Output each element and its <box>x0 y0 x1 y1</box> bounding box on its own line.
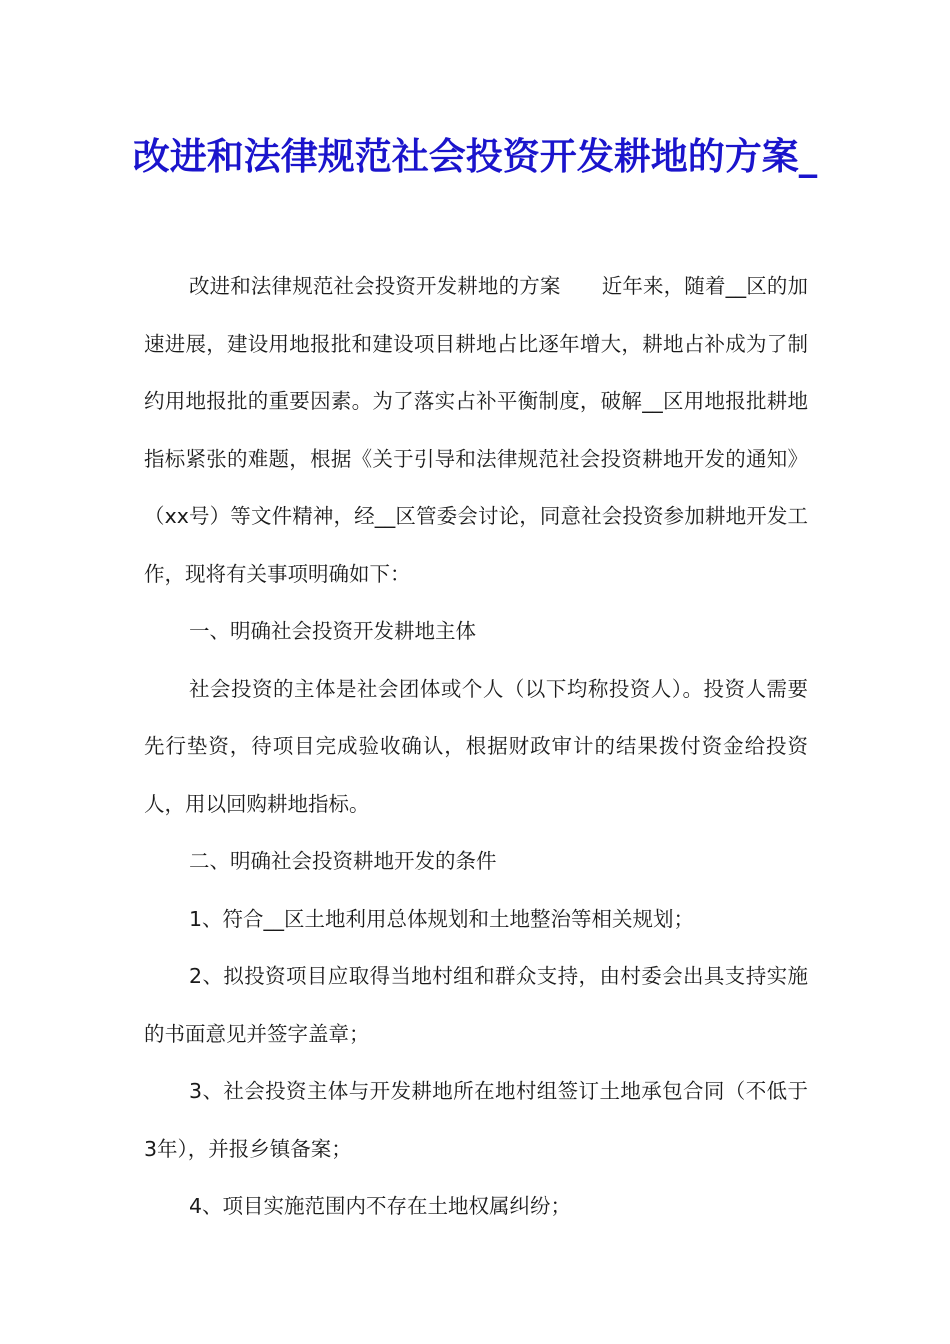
condition-item-3: 3、社会投资主体与开发耕地所在地村组签订土地承包合同（不低于3年），并报乡镇备案； <box>144 1079 808 1161</box>
section-heading-1: 一、明确社会投资开发耕地主体 <box>189 619 476 643</box>
condition-item-4: 4、项目实施范围内不存在土地权属纠纷； <box>189 1194 572 1218</box>
paragraph-intro: 改进和法律规范社会投资开发耕地的方案 近年来，随着__区的加速进展，建设用地报批和建设项目耕地占比逐年增大，耕地占补成为了制约用地报批的重要因素。为了落实占补平衡制度，破解__区用地报批耕地指标紧张的难题，根据《关于引导和法律规范社会投资耕地开发的通知》（xx号）等文件精神，经__区管委会讨论，同意社会投资参加耕地开发工作，现将有关事项明确如下： <box>144 274 808 586</box>
condition-item-1: 1、符合__区土地利用总体规划和土地整治等相关规划； <box>189 906 695 931</box>
paragraph-investor: 社会投资的主体是社会团体或个人（以下均称投资人）。投资人需要先行垫资，待项目完成验收确认，根据财政审计的结果拨付资金给投资人，用以回购耕地指标。 <box>144 676 808 816</box>
document-body <box>144 258 808 1236</box>
condition-item-2: 2、拟投资项目应取得当地村组和群众支持，由村委会出具支持实施的书面意见并签字盖章； <box>144 964 808 1046</box>
document-title: 改进和法律规范社会投资开发耕地的方案_ <box>132 134 818 178</box>
section-heading-2: 二、明确社会投资耕地开发的条件 <box>189 849 497 873</box>
